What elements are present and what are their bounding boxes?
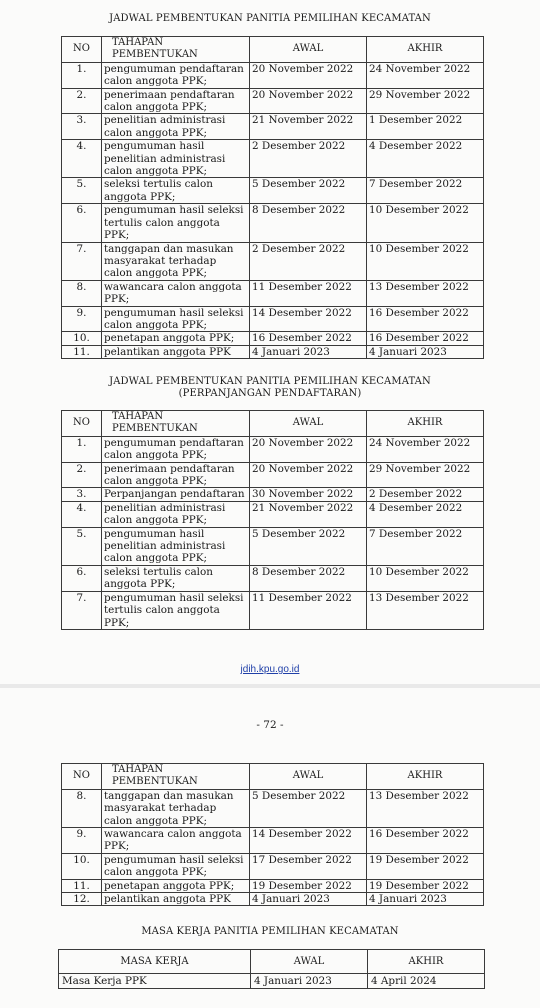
end-date-cell: 16 Desember 2022 xyxy=(367,332,484,345)
table-row xyxy=(62,436,484,462)
stage-cell: pengumuman hasil penelitian administrasi calon anggota PPK; xyxy=(102,527,250,565)
stage-cell: seleksi tertulis calon anggota PPK; xyxy=(102,565,250,591)
end-date-cell: 4 April 2024 xyxy=(368,974,485,989)
table-row xyxy=(62,828,484,854)
stage-cell: pengumuman hasil seleksi calon anggota PPK; xyxy=(102,853,250,879)
jdih-link[interactable]: jdih.kpu.go.id xyxy=(240,664,300,675)
table-row xyxy=(62,488,484,501)
end-date-cell: 1 Desember 2022 xyxy=(367,114,484,140)
table-row xyxy=(62,88,484,114)
table-row xyxy=(62,879,484,892)
row-number-cell: 10. xyxy=(62,853,102,879)
start-date-cell: 4 Januari 2023 xyxy=(250,893,367,906)
table-row xyxy=(62,591,484,629)
end-date-cell: 4 Januari 2023 xyxy=(367,345,484,358)
table-row xyxy=(62,114,484,140)
schedule-table-3-body xyxy=(62,789,484,906)
start-date-cell: 2 Desember 2022 xyxy=(250,140,367,178)
stage-cell: Perpanjangan pendaftaran xyxy=(102,488,250,501)
end-date-cell: 16 Desember 2022 xyxy=(367,306,484,332)
end-date-cell: 4 Desember 2022 xyxy=(367,140,484,178)
row-number-cell: 11. xyxy=(62,879,102,892)
stage-cell: pengumuman hasil seleksi calon anggota PPK; xyxy=(102,306,250,332)
row-number-cell: 6. xyxy=(62,204,102,242)
stage-cell: penelitian administrasi calon anggota PPK; xyxy=(102,501,250,527)
table-row xyxy=(62,140,484,178)
start-date-cell: 4 Januari 2023 xyxy=(251,974,368,989)
section2-title: JADWAL PEMBENTUKAN PANITIA PEMILIHAN KECAMATAN xyxy=(109,376,431,387)
end-date-cell: 24 November 2022 xyxy=(367,436,484,462)
start-date-cell: 21 November 2022 xyxy=(250,501,367,527)
stage-cell: penelitian administrasi calon anggota PPK; xyxy=(102,114,250,140)
stage-cell: wawancara calon anggota PPK; xyxy=(102,828,250,854)
table-header-row xyxy=(62,411,484,437)
start-date-cell: 20 November 2022 xyxy=(250,88,367,114)
schedule-table-1 xyxy=(61,36,484,359)
row-number-cell: 3. xyxy=(62,114,102,140)
header-end: AKHIR xyxy=(368,950,485,974)
stage-cell: seleksi tertulis calon anggota PPK; xyxy=(102,178,250,204)
row-number-cell: 7. xyxy=(62,591,102,629)
end-date-cell: 4 Desember 2022 xyxy=(367,501,484,527)
schedule-table-2-body xyxy=(62,436,484,629)
start-date-cell: 14 Desember 2022 xyxy=(250,828,367,854)
schedule-table-2 xyxy=(61,410,484,630)
row-number-cell: 4. xyxy=(62,140,102,178)
stage-cell: penerimaan pendaftaran calon anggota PPK; xyxy=(102,462,250,488)
row-number-cell: 3. xyxy=(62,488,102,501)
start-date-cell: 19 Desember 2022 xyxy=(250,879,367,892)
section4-title: MASA KERJA PANITIA PEMILIHAN KECAMATAN xyxy=(141,926,399,937)
start-date-cell: 5 Desember 2022 xyxy=(250,527,367,565)
stage-cell: pelantikan anggota PPK xyxy=(102,345,250,358)
row-number-cell: 7. xyxy=(62,242,102,280)
stage-cell: pengumuman hasil penelitian administrasi calon anggota PPK; xyxy=(102,140,250,178)
table-row xyxy=(62,306,484,332)
stage-cell: penerimaan pendaftaran calon anggota PPK; xyxy=(102,88,250,114)
stage-cell: pengumuman pendaftaran calon anggota PPK; xyxy=(102,62,250,88)
table-row xyxy=(62,345,484,358)
header-start: AWAL xyxy=(251,950,368,974)
start-date-cell: 20 November 2022 xyxy=(250,436,367,462)
term-cell: Masa Kerja PPK xyxy=(59,974,251,989)
start-date-cell: 5 Desember 2022 xyxy=(250,789,367,827)
row-number-cell: 9. xyxy=(62,306,102,332)
table-row xyxy=(62,242,484,280)
table-header-row xyxy=(62,37,484,63)
table-row xyxy=(62,204,484,242)
table-row xyxy=(62,893,484,906)
start-date-cell: 5 Desember 2022 xyxy=(250,178,367,204)
start-date-cell: 16 Desember 2022 xyxy=(250,332,367,345)
header-no: NO xyxy=(62,37,102,63)
header-no: NO xyxy=(62,764,102,790)
end-date-cell: 19 Desember 2022 xyxy=(367,879,484,892)
header-end: AKHIR xyxy=(367,411,484,437)
section1-title: JADWAL PEMBENTUKAN PANITIA PEMILIHAN KECAMATAN xyxy=(109,13,431,24)
row-number-cell: 10. xyxy=(62,332,102,345)
table-row xyxy=(62,280,484,306)
end-date-cell: 13 Desember 2022 xyxy=(367,280,484,306)
header-no: NO xyxy=(62,411,102,437)
row-number-cell: 2. xyxy=(62,88,102,114)
row-number-cell: 9. xyxy=(62,828,102,854)
table-row xyxy=(62,332,484,345)
row-number-cell: 8. xyxy=(62,789,102,827)
table-row xyxy=(62,853,484,879)
header-start: AWAL xyxy=(250,37,367,63)
row-number-cell: 8. xyxy=(62,280,102,306)
row-number-cell: 6. xyxy=(62,565,102,591)
page-number: - 72 - xyxy=(256,719,284,731)
end-date-cell: 4 Januari 2023 xyxy=(367,893,484,906)
header-stage: TAHAPAN PEMBENTUKAN xyxy=(102,37,250,63)
stage-cell: pelantikan anggota PPK xyxy=(102,893,250,906)
header-term: MASA KERJA xyxy=(59,950,251,974)
table-row xyxy=(62,527,484,565)
end-date-cell: 16 Desember 2022 xyxy=(367,828,484,854)
schedule-table-1-body xyxy=(62,62,484,358)
end-date-cell: 13 Desember 2022 xyxy=(367,591,484,629)
table-header-row xyxy=(62,764,484,790)
end-date-cell: 29 November 2022 xyxy=(367,88,484,114)
end-date-cell: 13 Desember 2022 xyxy=(367,789,484,827)
start-date-cell: 2 Desember 2022 xyxy=(250,242,367,280)
row-number-cell: 2. xyxy=(62,462,102,488)
row-number-cell: 11. xyxy=(62,345,102,358)
start-date-cell: 11 Desember 2022 xyxy=(250,280,367,306)
end-date-cell: 24 November 2022 xyxy=(367,62,484,88)
stage-cell: wawancara calon anggota PPK; xyxy=(102,280,250,306)
masa-kerja-table xyxy=(58,949,485,989)
start-date-cell: 17 Desember 2022 xyxy=(250,853,367,879)
row-number-cell: 5. xyxy=(62,527,102,565)
end-date-cell: 10 Desember 2022 xyxy=(367,242,484,280)
table-header-row xyxy=(59,950,485,974)
row-number-cell: 1. xyxy=(62,62,102,88)
schedule-table-3 xyxy=(61,763,484,906)
end-date-cell: 7 Desember 2022 xyxy=(367,527,484,565)
start-date-cell: 8 Desember 2022 xyxy=(250,565,367,591)
row-number-cell: 5. xyxy=(62,178,102,204)
header-start: AWAL xyxy=(250,411,367,437)
stage-cell: tanggapan dan masukan masyarakat terhadap calon anggota PPK; xyxy=(102,242,250,280)
table-row xyxy=(62,565,484,591)
start-date-cell: 21 November 2022 xyxy=(250,114,367,140)
end-date-cell: 2 Desember 2022 xyxy=(367,488,484,501)
stage-cell: pengumuman hasil seleksi tertulis calon anggota PPK; xyxy=(102,591,250,629)
table-row xyxy=(62,501,484,527)
stage-cell: penetapan anggota PPK; xyxy=(102,332,250,345)
start-date-cell: 8 Desember 2022 xyxy=(250,204,367,242)
stage-cell: pengumuman pendaftaran calon anggota PPK; xyxy=(102,436,250,462)
end-date-cell: 7 Desember 2022 xyxy=(367,178,484,204)
header-stage: TAHAPAN PEMBENTUKAN xyxy=(102,764,250,790)
start-date-cell: 4 Januari 2023 xyxy=(250,345,367,358)
start-date-cell: 20 November 2022 xyxy=(250,462,367,488)
start-date-cell: 14 Desember 2022 xyxy=(250,306,367,332)
table-row xyxy=(62,462,484,488)
start-date-cell: 30 November 2022 xyxy=(250,488,367,501)
row-number-cell: 12. xyxy=(62,893,102,906)
stage-cell: pengumuman hasil seleksi tertulis calon anggota PPK; xyxy=(102,204,250,242)
end-date-cell: 19 Desember 2022 xyxy=(367,853,484,879)
start-date-cell: 20 November 2022 xyxy=(250,62,367,88)
section2-subtitle: (PERPANJANGAN PENDAFTARAN) xyxy=(178,388,362,399)
header-start: AWAL xyxy=(250,764,367,790)
stage-cell: penetapan anggota PPK; xyxy=(102,879,250,892)
header-end: AKHIR xyxy=(367,764,484,790)
row-number-cell: 4. xyxy=(62,501,102,527)
end-date-cell: 29 November 2022 xyxy=(367,462,484,488)
end-date-cell: 10 Desember 2022 xyxy=(367,565,484,591)
stage-cell: tanggapan dan masukan masyarakat terhadap calon anggota PPK; xyxy=(102,789,250,827)
row-number-cell: 1. xyxy=(62,436,102,462)
header-stage: TAHAPAN PEMBENTUKAN xyxy=(102,411,250,437)
table-row xyxy=(62,178,484,204)
end-date-cell: 10 Desember 2022 xyxy=(367,204,484,242)
header-end: AKHIR xyxy=(367,37,484,63)
table-row xyxy=(62,789,484,827)
table-row xyxy=(59,974,485,989)
table-row xyxy=(62,62,484,88)
start-date-cell: 11 Desember 2022 xyxy=(250,591,367,629)
